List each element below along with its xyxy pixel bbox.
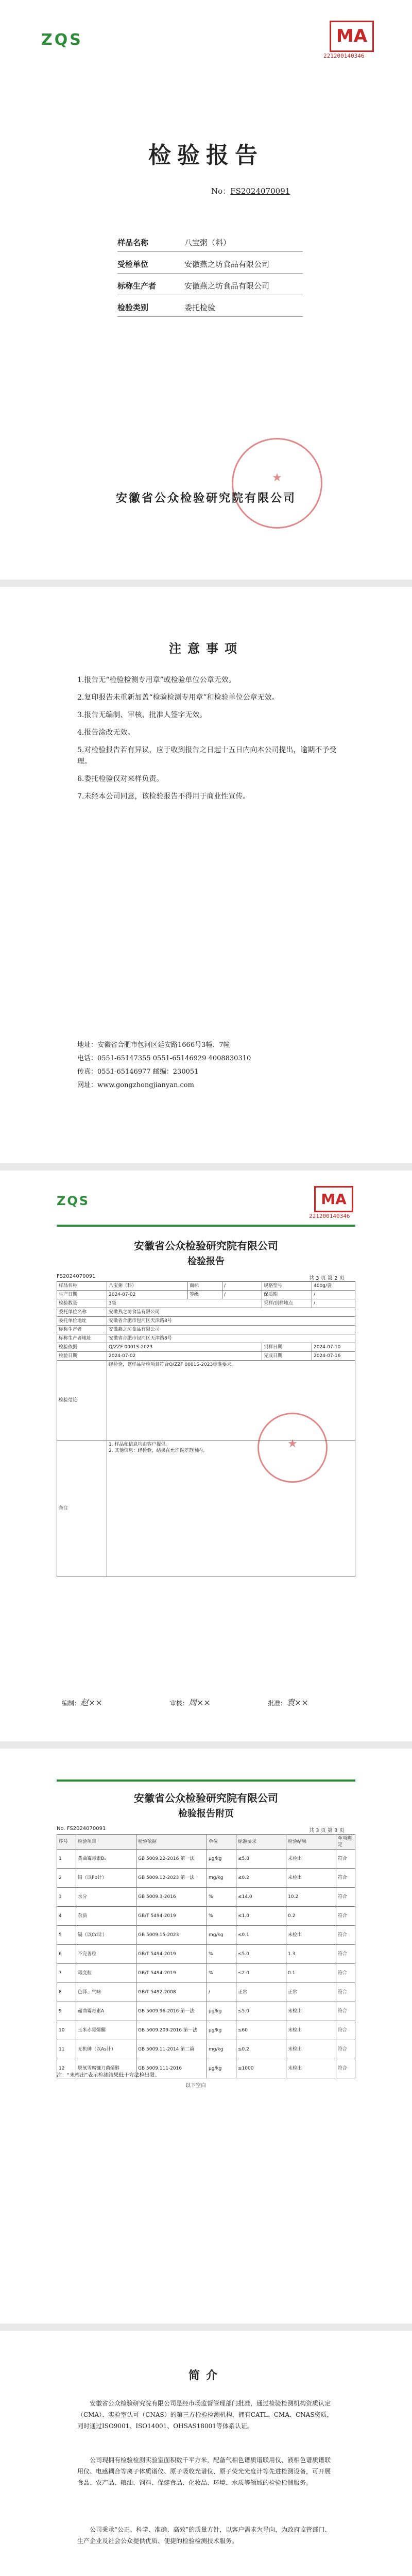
- table-cell: μg/kg: [207, 2021, 236, 2040]
- sign-label: 编制：: [62, 1700, 81, 1707]
- table-cell: μg/kg: [207, 2002, 236, 2021]
- table-cell: 检验日期: [57, 1352, 107, 1361]
- sign-approve: [268, 1696, 308, 1708]
- info-key: 样品名称: [117, 238, 149, 247]
- table-cell: 无机砷（以As计）: [76, 2040, 136, 2059]
- table-row: [57, 1352, 355, 1361]
- table-row: [57, 1343, 355, 1352]
- table-row: [57, 1926, 355, 1945]
- table-cell: 未检出: [286, 2002, 336, 2021]
- table-cell: 镉（以Cd计）: [76, 1926, 136, 1945]
- table-row: [57, 1850, 355, 1869]
- table-cell: 符合: [336, 1945, 355, 1964]
- info-key: 标称生产者: [117, 281, 157, 291]
- ma-number: 221200140346: [309, 1213, 350, 1219]
- signature: 周××: [188, 1698, 211, 1707]
- table-cell: ≤0.1: [236, 1926, 286, 1945]
- table-cell: GB 5009.96-2016 第一法: [136, 2002, 207, 2021]
- table-row: [57, 1299, 355, 1308]
- table-cell: /: [312, 1299, 355, 1308]
- contact-website: 网址：www.gongzhongjianyan.com: [77, 1081, 194, 1089]
- results-page: [0, 1749, 412, 2324]
- report-number-value: FS2024070091: [230, 187, 290, 196]
- sign-label: 批准：: [268, 1700, 287, 1707]
- table-cell: 水分: [76, 1888, 136, 1907]
- table-cell: 正常: [236, 1983, 286, 2002]
- table-cell: GB 5009.3-2016: [136, 1888, 207, 1907]
- table-cell: 2024-07-16: [312, 1352, 355, 1361]
- table-cell: %: [207, 1888, 236, 1907]
- table-cell: 9: [57, 2002, 76, 2021]
- table-header-row: [57, 1835, 355, 1850]
- table-cell: 符合: [336, 1964, 355, 1983]
- table-cell: 符合: [336, 2059, 355, 2078]
- results-table: [57, 1834, 355, 2078]
- table-cell: 未检出: [286, 2059, 336, 2078]
- table-cell: 11: [57, 2040, 76, 2059]
- notice-item: 7.未经本公司同意，该检验报告不得用于商业性宣传。: [77, 792, 250, 801]
- table-cell: 标称生产者: [57, 1326, 107, 1334]
- remark-line: 1. 样品和信息均由客户提供。: [109, 1442, 170, 1447]
- table-row: [57, 1907, 355, 1926]
- page-separator: [0, 580, 412, 587]
- table-cell: 安徽省合肥市包河区天津路8号: [107, 1334, 355, 1343]
- table-cell: ≤5.0: [236, 1850, 286, 1869]
- table-row: [57, 1869, 355, 1888]
- report-subtitle: 检验报告: [187, 1256, 225, 1267]
- cover-institute: 安徽省公众检验研究院有限公司: [115, 492, 296, 505]
- table-cell: ≤0.2: [236, 1869, 286, 1888]
- table-cell: 委托单位地址: [57, 1317, 107, 1326]
- table-cell: 脱氧雪腐镰刀菌烯醇: [76, 2059, 136, 2078]
- table-cell: 赭曲霉毒素A: [76, 2002, 136, 2021]
- notice-item: 5.对检验报告若有异议，应于收到报告之日起十五日内向本公司提出，逾期不予受理。: [77, 746, 337, 766]
- table-cell: μg/kg: [207, 2059, 236, 2078]
- table-cell: ≤5.0: [236, 2002, 286, 2021]
- table-cell: 安徽燕之坊食品有限公司: [107, 1326, 355, 1334]
- table-cell: ≤14.0: [236, 1888, 286, 1907]
- info-value: 安徽燕之坊食品有限公司: [184, 260, 270, 269]
- table-cell: ≤5.0: [236, 1945, 286, 1964]
- table-cell: 未检出: [286, 2021, 336, 2040]
- info-row: [117, 275, 303, 295]
- notice-item: 2.复印报告未重新加盖“检验检测专用章”和检验单位公章无效。: [77, 693, 279, 702]
- table-row: [57, 2021, 355, 2040]
- table-cell: 6: [57, 1945, 76, 1964]
- table-cell: 3袋: [107, 1299, 262, 1308]
- column-header: 标准要求: [236, 1835, 286, 1850]
- table-cell: 2024-07-10: [312, 1343, 355, 1352]
- notice-item: 4.报告涂改无效。: [77, 728, 135, 737]
- contact-fax: 传真：0551-65146977 邮编：230051: [77, 1068, 199, 1076]
- results-institute: 安徽省公众检验研究院有限公司: [134, 1792, 278, 1804]
- table-cell: 生产日期: [57, 1291, 107, 1299]
- table-cell: 未检出: [286, 2040, 336, 2059]
- table-cell: 正常: [286, 1983, 336, 2002]
- table-row: [57, 1291, 355, 1299]
- results-end: 以下空白: [185, 2083, 206, 2089]
- table-cell: mg/kg: [207, 1926, 236, 1945]
- table-cell: 7: [57, 1964, 76, 1983]
- remark-line: 2. 其他信息：经检验，结果在允许误差范围内。: [109, 1448, 208, 1453]
- contact-phone: 电话：0551-65147355 0551-65146929 4008830310: [77, 1055, 251, 1062]
- table-cell: %: [207, 1907, 236, 1926]
- table-cell: 0.2: [286, 1907, 336, 1926]
- report-institute: 安徽省公众检验研究院有限公司: [134, 1240, 278, 1252]
- column-header: 检验依据: [136, 1835, 207, 1850]
- table-cell: 未检出: [286, 1869, 336, 1888]
- table-cell: 符合: [336, 1983, 355, 2002]
- info-key: 检验类别: [117, 303, 149, 312]
- table-cell: GB 5009.15-2023: [136, 1926, 207, 1945]
- table-row: [57, 1308, 355, 1317]
- notice-item: 6.委托检验仅对来样负责。: [77, 775, 164, 783]
- header-bar: [57, 1225, 355, 1227]
- table-cell: 杂质: [76, 1907, 136, 1926]
- ma-number: 221200140346: [323, 53, 365, 59]
- table-cell: 不完善粒: [76, 1945, 136, 1964]
- column-header: 检验项目: [76, 1835, 136, 1850]
- table-row: [57, 1945, 355, 1964]
- sign-compile: [62, 1696, 102, 1708]
- info-row: [117, 253, 303, 274]
- column-header: 单位: [207, 1835, 236, 1850]
- table-cell: 备注: [57, 1440, 107, 1577]
- table-cell: 8: [57, 1983, 76, 2002]
- table-cell: 未检出: [286, 1926, 336, 1945]
- results-footnote: 注：“未检出”表示检测结果低于方法检出限。: [57, 2073, 160, 2078]
- zqs-logo: ZQS: [57, 1194, 90, 1208]
- column-header: 序号: [57, 1835, 76, 1850]
- official-seal: ★: [232, 438, 322, 529]
- table-cell: 标称生产者地址: [57, 1334, 107, 1343]
- table-cell: GB/T 5494-2019: [136, 1907, 207, 1926]
- table-cell: 安徽省合肥市包河区天津路8号: [107, 1317, 355, 1326]
- table-cell: 未检出: [286, 1850, 336, 1869]
- official-seal: ★: [258, 1413, 328, 1483]
- info-row: [117, 232, 303, 252]
- contact-address: 地址：安徽省合肥市包河区延安路1666号3幢、7幢: [77, 1041, 230, 1049]
- ma-logo: MA: [330, 21, 374, 52]
- table-cell: 符合: [336, 1907, 355, 1926]
- table-row: [57, 1317, 355, 1326]
- notice-item: 3.报告无编制、审核、批准人签字无效。: [77, 711, 207, 719]
- notice-title: 注意事项: [169, 641, 243, 656]
- intro-paragraph: 安徽省公众检验研究院有限公司是经市场监督管理部门批准，通过检验检测机构资质认定（CMA）、实验室认可（CNAS）的第三方检验检测机构，拥有CATL、CMA、CNAS资质，同时通过ISO9001、ISO14001、OHSAS18001等体系认证。: [77, 2400, 333, 2430]
- table-cell: 保质期: [262, 1291, 312, 1299]
- table-cell: 八宝粥（料）: [107, 1282, 188, 1291]
- table-cell: GB/T 5494-2019: [136, 1945, 207, 1964]
- table-cell: GB 5009.209-2016 第一法: [136, 2021, 207, 2040]
- table-cell: 符合: [336, 1888, 355, 1907]
- table-cell: 4: [57, 1907, 76, 1926]
- table-cell: 安徽燕之坊食品有限公司: [107, 1308, 355, 1317]
- table-cell: 到样日期: [262, 1343, 312, 1352]
- table-cell: 检验数量: [57, 1299, 107, 1308]
- table-cell: 3: [57, 1888, 76, 1907]
- conclusion-text: 经检验，该样品所检项目符合Q/ZZF 0001S-2023标准要求。: [107, 1361, 355, 1440]
- table-cell: 等级: [188, 1291, 222, 1299]
- info-value: 委托检验: [184, 303, 216, 312]
- table-cell: 符合: [336, 2002, 355, 2021]
- table-cell: ≤2.0: [236, 1964, 286, 1983]
- results-page-info: 共 3 页 第 3 页: [309, 1828, 345, 1834]
- signature: 赵××: [80, 1698, 102, 1707]
- info-row: [117, 297, 303, 317]
- info-value: 八宝粥（料）: [184, 238, 231, 247]
- table-cell: 2: [57, 1869, 76, 1888]
- table-cell: 2024-07-02: [107, 1352, 262, 1361]
- zqs-logo: ZQS: [41, 31, 83, 49]
- page-separator: [0, 1741, 412, 1749]
- table-cell: 1.3: [286, 1945, 336, 1964]
- table-row: [57, 1888, 355, 1907]
- results-no: No. FS2024070091: [57, 1826, 106, 1832]
- table-cell: ≤60: [236, 2021, 286, 2040]
- ma-logo: MA: [314, 1186, 353, 1212]
- report-page-info: 共 3 页 第 2 页: [309, 1276, 345, 1281]
- table-cell: 10.2: [286, 1888, 336, 1907]
- table-row: [57, 1983, 355, 2002]
- table-cell: %: [207, 1964, 236, 1983]
- table-cell: ≤1000: [236, 2059, 286, 2078]
- table-row: [57, 2002, 355, 2021]
- table-cell: 1: [57, 1850, 76, 1869]
- table-row: [57, 1964, 355, 1983]
- table-cell: 2024-07-02: [107, 1291, 188, 1299]
- table-cell: ≤0.2: [236, 2040, 286, 2059]
- column-header: 单项判定: [336, 1835, 355, 1850]
- page-separator: [0, 2324, 412, 2331]
- table-cell: μg/kg: [207, 1850, 236, 1869]
- report-title: 检验报告: [148, 142, 264, 168]
- table-cell: 400g/袋: [312, 1282, 355, 1291]
- cover-page: [0, 0, 412, 580]
- table-cell: 完成日期: [262, 1352, 312, 1361]
- table-cell: 黄曲霉毒素B₁: [76, 1850, 136, 1869]
- table-cell: 检验依据: [57, 1343, 107, 1352]
- table-cell: 5: [57, 1926, 76, 1945]
- notice-page: [0, 587, 412, 1163]
- table-cell: GB/T 5494-2019: [136, 1964, 207, 1983]
- table-cell: 样品名称: [57, 1282, 107, 1291]
- page-separator: [0, 1163, 412, 1171]
- report-number-label: No：: [211, 187, 231, 196]
- signature: 袁××: [286, 1698, 308, 1707]
- report-number: [211, 185, 290, 196]
- results-subtitle: 检验报告附页: [178, 1808, 234, 1819]
- table-cell: mg/kg: [207, 2040, 236, 2059]
- table-cell: 规格型号: [262, 1282, 312, 1291]
- table-cell: 0.1: [286, 1964, 336, 1983]
- intro-page: [0, 2331, 412, 2576]
- table-cell: ≤1.0: [236, 1907, 286, 1926]
- table-cell: 铅（以Pb计）: [76, 1869, 136, 1888]
- intro-title: 简介: [188, 2369, 224, 2382]
- table-cell: GB 5009.11-2014 第二篇: [136, 2040, 207, 2059]
- table-cell: GB 5009.22-2016 第一法: [136, 1850, 207, 1869]
- report-no: FS2024070091: [57, 1274, 96, 1279]
- column-header: 检验结果: [286, 1835, 336, 1850]
- intro-paragraph: 公司现拥有检验检测实验室面积数千平方米，配备气相色谱质谱联用仪、液相色谱质谱联用仪、电感耦合等离子体质谱仪、原子吸收光谱仪、原子荧光光度计等先进检测设备，可开展食品、农产品、粮油、饲料、保健食品、化妆品、环境、水质等领域的检验检测服务。: [77, 2456, 331, 2486]
- info-key: 受检单位: [117, 260, 149, 269]
- table-cell: 检验结论: [57, 1361, 107, 1440]
- table-cell: GB/T 5492-2008: [136, 1983, 207, 2002]
- table-cell: 霉变粒: [76, 1964, 136, 1983]
- table-cell: 商标: [188, 1282, 222, 1291]
- table-cell: /: [222, 1291, 262, 1299]
- info-value: 安徽燕之坊食品有限公司: [184, 281, 270, 291]
- table-cell: 采样/到样地点: [262, 1299, 312, 1308]
- table-cell: 玉米赤霉烯酮: [76, 2021, 136, 2040]
- table-cell: /: [312, 1291, 355, 1299]
- table-cell: 符合: [336, 1850, 355, 1869]
- sign-review: [170, 1696, 211, 1708]
- table-cell: %: [207, 1945, 236, 1964]
- table-cell: /: [222, 1282, 262, 1291]
- table-row: [57, 1282, 355, 1291]
- table-row: [57, 1334, 355, 1343]
- header-bar: [57, 1780, 355, 1782]
- table-cell: 委托单位名称: [57, 1308, 107, 1317]
- report-page: [0, 1171, 412, 1741]
- table-cell: 符合: [336, 2021, 355, 2040]
- table-cell: 符合: [336, 2040, 355, 2059]
- table-cell: 10: [57, 2021, 76, 2040]
- table-row: [57, 2040, 355, 2059]
- notice-item: 1.报告无“检验检测专用章”或检验单位公章无效。: [77, 676, 236, 684]
- table-cell: Q/ZZF 0001S-2023: [107, 1343, 262, 1352]
- sign-label: 审核：: [170, 1700, 189, 1707]
- table-row: [57, 1326, 355, 1334]
- table-cell: 符合: [336, 1869, 355, 1888]
- table-cell: 12: [57, 2059, 76, 2078]
- table-cell: GB 5009.12-2023 第一法: [136, 1869, 207, 1888]
- table-cell: 色泽、气味: [76, 1983, 136, 2002]
- table-cell: /: [207, 1983, 236, 2002]
- table-cell: GB 5009.111-2016: [136, 2059, 207, 2078]
- intro-paragraph: 公司秉承“公正、科学、准确、高效”的质量方针，以客户需求为导向，为政府监管部门、生产企业及社会公众提供优质、便捷的检验检测技术服务。: [77, 2526, 331, 2545]
- table-cell: mg/kg: [207, 1869, 236, 1888]
- table-cell: 符合: [336, 1926, 355, 1945]
